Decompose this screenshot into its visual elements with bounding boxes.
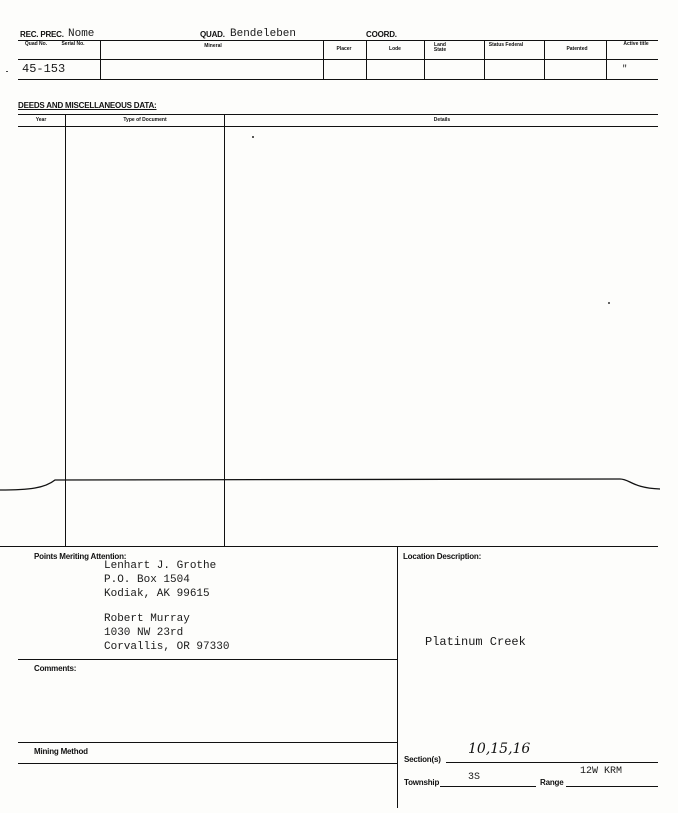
quad-label: QUAD. bbox=[200, 30, 225, 39]
col-serial-no: Serial No. bbox=[61, 41, 85, 47]
scan-speck bbox=[252, 136, 254, 138]
col-lode: Lode bbox=[389, 46, 401, 52]
contact-2-address: 1030 NW 23rd bbox=[104, 627, 184, 639]
col-mineral: Mineral bbox=[204, 43, 222, 49]
location-value: Platinum Creek bbox=[425, 635, 526, 649]
col-type-of-document: Type of Document bbox=[123, 117, 167, 123]
deeds-section-title: DEEDS AND MISCELLANEOUS DATA: bbox=[18, 101, 157, 110]
col-placer: Placer bbox=[336, 46, 352, 52]
mining-bottom-rule bbox=[18, 763, 397, 764]
col-land-state: Land State bbox=[433, 42, 447, 53]
col-quad-no: Quad No. bbox=[24, 41, 48, 47]
mining-top-rule bbox=[18, 742, 397, 743]
points-label: Points Meriting Attention: bbox=[34, 552, 127, 561]
comments-top-rule bbox=[18, 659, 397, 660]
section-underline bbox=[446, 762, 658, 763]
comments-label: Comments: bbox=[34, 664, 77, 673]
col-details: Details bbox=[433, 117, 451, 123]
township-value: 3S bbox=[468, 772, 481, 783]
township-label: Township bbox=[404, 778, 440, 787]
mining-method-label: Mining Method bbox=[34, 747, 88, 756]
township-underline bbox=[440, 786, 536, 787]
scan-speck bbox=[6, 71, 8, 72]
contact-2-name: Robert Murray bbox=[104, 613, 190, 625]
bottom-divider bbox=[397, 546, 398, 808]
quad-serial-value: 45-153 bbox=[22, 62, 66, 76]
section-label: Section(s) bbox=[404, 755, 441, 764]
coord-label: COORD. bbox=[366, 30, 397, 39]
contact-1-city: Kodiak, AK 99615 bbox=[104, 588, 210, 600]
rec-prec-value: Nome bbox=[68, 28, 95, 40]
location-label: Location Description: bbox=[403, 552, 482, 561]
range-underline bbox=[566, 786, 658, 787]
deeds-bottom-rule bbox=[0, 546, 658, 547]
contact-1-name: Lenhart J. Grothe bbox=[104, 560, 217, 572]
active-title-mark: " bbox=[622, 64, 628, 74]
rec-prec-label: REC. PREC. bbox=[20, 30, 64, 39]
col-patented: Patented bbox=[566, 46, 588, 52]
scan-speck bbox=[608, 302, 610, 304]
col-active-title: Active title bbox=[623, 41, 649, 47]
contact-1 bbox=[104, 559, 216, 601]
range-value: 12W KRM bbox=[580, 766, 623, 777]
range-label: Range bbox=[540, 778, 564, 787]
contact-1-address: P.O. Box 1504 bbox=[104, 574, 190, 586]
col-year: Year bbox=[35, 117, 47, 123]
quad-value: Bendeleben bbox=[230, 28, 297, 40]
col-status-federal: Status Federal bbox=[488, 42, 524, 48]
section-value: 10,15,16 bbox=[468, 741, 531, 757]
contact-2-city: Corvallis, OR 97330 bbox=[104, 641, 230, 653]
contact-2 bbox=[104, 612, 229, 654]
